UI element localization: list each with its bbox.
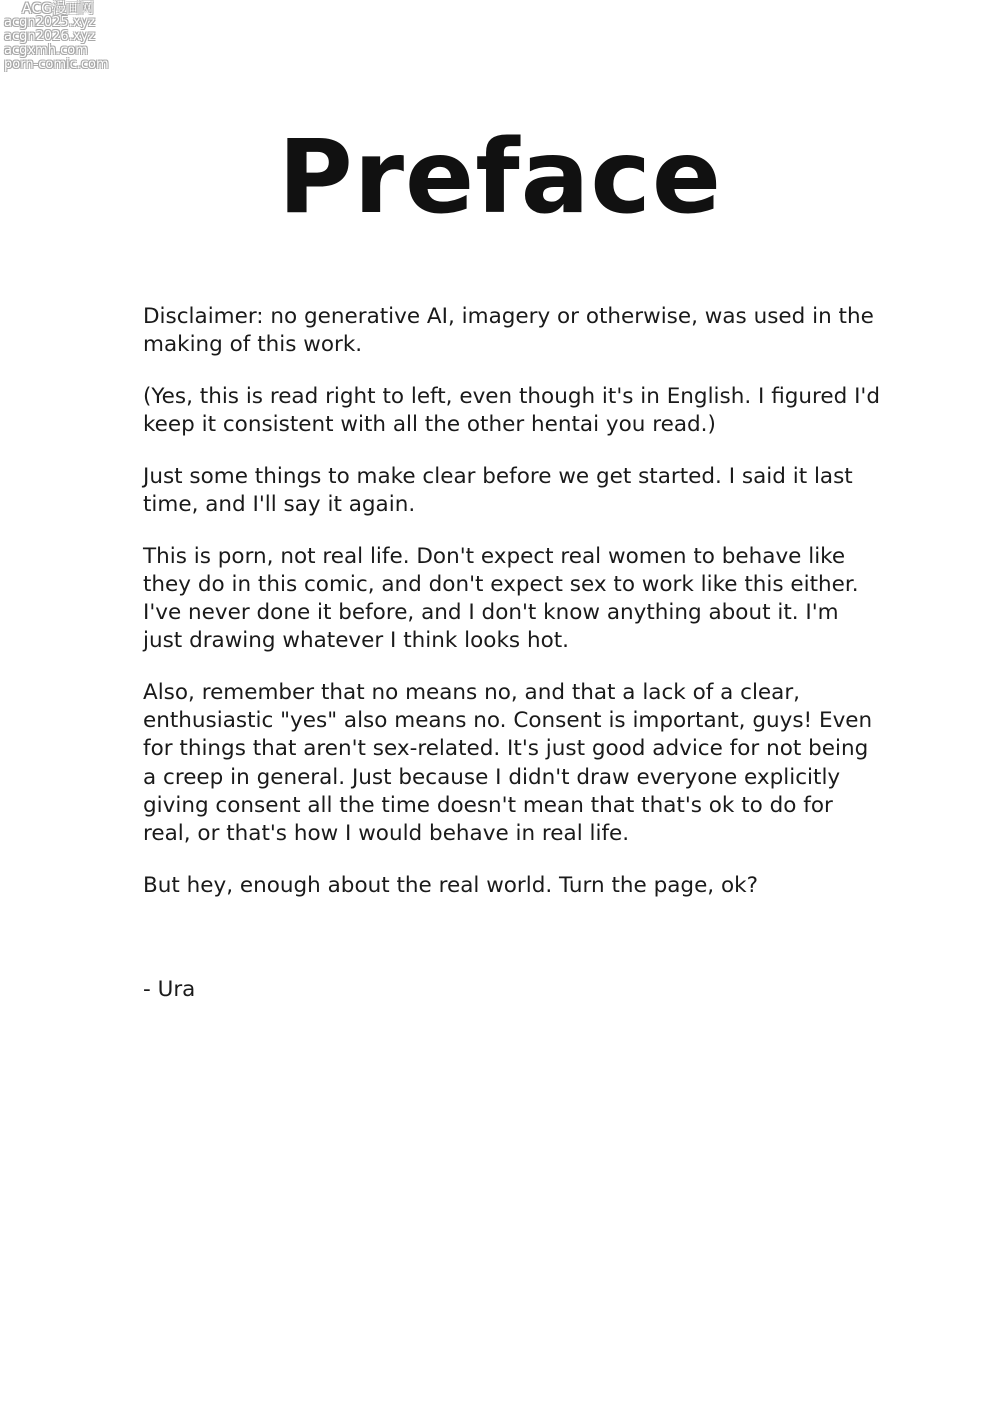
paragraph-consent: Also, remember that no means no, and that a lack of a clear, enthusiastic "yes" also means no. Consent is important, guys! Even for things that aren't sex-related. It's just good advice for not being a creep in general. Just because I didn't draw everyone explicitly giving consent all the time doesn't mean that that's ok to do for real, or that's how I would behave in real life. <box>143 680 873 847</box>
preface-body <box>143 303 883 923</box>
watermark-line: acgxmh.com <box>4 43 88 58</box>
watermark-line: acgn2025.xyz <box>4 15 96 30</box>
watermark-line: porn-comic.com <box>4 57 109 72</box>
paragraph-closing: But hey, enough about the real world. Turn the page, ok? <box>143 872 758 898</box>
site-watermark <box>4 2 109 72</box>
author-signature: - Ura <box>143 977 196 1002</box>
page-title: Preface <box>277 118 723 237</box>
watermark-line: ACG漫画网 <box>22 1 94 17</box>
paragraph-intro: Just some things to make clear before we get started. I said it last time, and I'll say it again. <box>143 463 853 518</box>
paragraph-not-real-life: This is porn, not real life. Don't expect real women to behave like they do in this comic, and don't expect sex to work like this either. I've never done it before, and I don't know anything about it. I'm just drawing whatever I think looks hot. <box>143 543 859 654</box>
paragraph-reading-direction: (Yes, this is read right to left, even though it's in English. I figured I'd keep it consistent with all the other hentai you read.) <box>143 383 880 438</box>
paragraph-disclaimer: Disclaimer: no generative AI, imagery or otherwise, was used in the making of this work. <box>143 304 874 358</box>
watermark-line: acgn2026.xyz <box>4 29 96 44</box>
